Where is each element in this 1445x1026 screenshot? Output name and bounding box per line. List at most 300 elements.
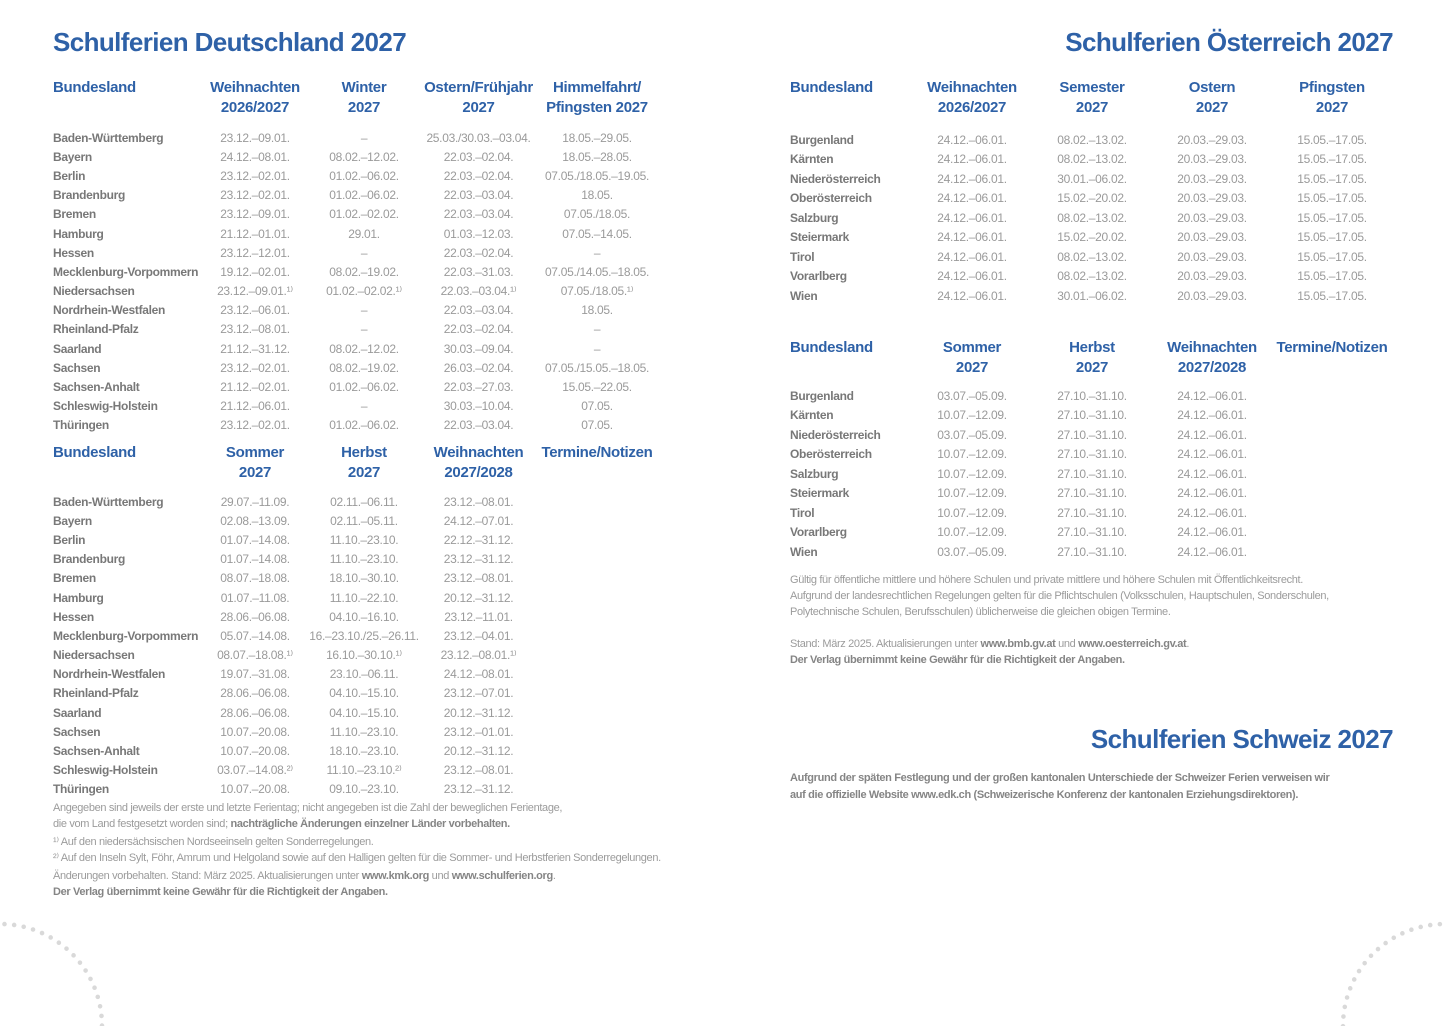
holiday-dates: 27.10.–31.10.: [1057, 388, 1127, 403]
table-row: [53, 607, 658, 626]
holiday-dates: 27.10.–31.10.: [1057, 486, 1127, 501]
holiday-dates: 07.05.: [581, 399, 613, 414]
state-name: Sachsen-Anhalt: [53, 744, 140, 759]
holiday-dates: 24.12.–06.01.: [937, 288, 1007, 303]
state-name: Hamburg: [53, 590, 104, 605]
holiday-dates: 23.12.–08.01.: [443, 494, 514, 509]
state-name: Wien: [790, 544, 818, 559]
holiday-dates: 11.10.–23.10.²⁾: [326, 763, 402, 778]
state-name: Sachsen: [53, 360, 101, 375]
holiday-dates: 23.12.–02.01.: [220, 168, 290, 183]
holiday-dates: 07.05./18.05.: [563, 207, 631, 222]
holiday-dates: 23.12.–09.01.: [220, 207, 290, 222]
holiday-dates: 02.08.–13.09.: [220, 513, 290, 528]
website-bmb: www.bmb.gv.at: [980, 638, 1056, 650]
state-name: Hamburg: [53, 226, 104, 241]
table-row: [790, 445, 1392, 465]
holiday-dates: 27.10.–31.10.: [1057, 447, 1127, 462]
note-line: Aufgrund der späten Festlegung und der großen kantonalen Unterschiede der Schweizer Ferien verweisen wir: [790, 772, 1330, 784]
state-name: Nordrhein-Westfalen: [53, 303, 166, 318]
holiday-dates: 18.10.–30.10.: [329, 571, 399, 586]
at-table1-header: [790, 78, 1392, 118]
holiday-dates: 23.12.–07.01.: [443, 686, 514, 701]
state-name: Bayern: [53, 513, 92, 528]
holiday-dates: 04.10.–15.10.: [329, 686, 399, 701]
state-name: Thüringen: [53, 418, 109, 433]
column-header-bundesland: Bundesland: [790, 79, 873, 96]
holiday-dates: 20.03.–29.03.: [1177, 288, 1247, 303]
holiday-dates: 10.07.–12.09.: [937, 525, 1007, 540]
table-row: [53, 511, 658, 530]
table-row: [53, 722, 658, 741]
holiday-dates: 22.03.–02.04.: [443, 245, 514, 260]
holiday-dates: 24.12.–06.01.: [937, 249, 1007, 264]
holiday-dates: 23.12.–02.01.: [220, 188, 290, 203]
holiday-dates: 11.10.–23.10.: [329, 724, 399, 739]
holiday-dates: 23.12.–08.01.: [443, 571, 514, 586]
holiday-dates: 30.01.–06.02.: [1057, 288, 1127, 303]
holiday-dates: 20.12.–31.12.: [443, 590, 514, 605]
state-name: Schleswig-Holstein: [53, 399, 158, 414]
state-name: Brandenburg: [53, 188, 126, 203]
holiday-dates: 24.12.–06.01.: [937, 191, 1007, 206]
column-header-sommer: Sommer 2027: [225, 444, 285, 481]
holiday-dates: 09.10.–23.10.: [329, 782, 399, 797]
table-row: [53, 646, 658, 665]
state-name: Sachsen: [53, 724, 101, 739]
holiday-dates: 15.05.–17.05.: [1297, 191, 1367, 206]
holiday-dates: 15.05.–17.05.: [1297, 132, 1367, 147]
holiday-dates: 29.07.–11.09.: [220, 494, 290, 509]
holiday-dates: 29.01.: [348, 226, 380, 241]
page-title-switzerland: Schulferien Schweiz 2027: [1090, 724, 1393, 754]
holiday-dates: 01.07.–11.08.: [220, 590, 290, 605]
column-header-ostern: Ostern 2027: [1188, 79, 1236, 116]
publisher-disclaimer: Der Verlag übernimmt keine Gewähr für die Richtigkeit der Angaben.: [53, 886, 388, 898]
holiday-dates: 24.12.–06.01.: [1177, 447, 1247, 462]
holiday-dates: 15.05.–22.05.: [562, 380, 632, 395]
holiday-dates: 20.03.–29.03.: [1177, 210, 1247, 225]
holiday-dates: 08.02.–12.02.: [329, 341, 399, 356]
column-header-bundesland: Bundesland: [53, 444, 136, 461]
holiday-dates: 23.12.–08.01.: [443, 763, 514, 778]
table-row: [790, 464, 1392, 484]
footnote-2: ²⁾ Auf den Inseln Sylt, Föhr, Amrum und Helgoland sowie auf den Halligen gelten für die Sommer- und Herbstferien Sonderregelungen.: [53, 852, 661, 864]
holiday-dates: 23.12.–08.01.¹⁾: [440, 648, 517, 663]
holiday-dates: 04.10.–16.10.: [329, 609, 399, 624]
holiday-dates: 18.05.–28.05.: [562, 149, 632, 164]
holiday-dates: 03.07.–05.09.: [937, 388, 1007, 403]
table-row: [53, 588, 658, 607]
state-name: Saarland: [53, 705, 102, 720]
holiday-dates: 08.02.–13.02.: [1057, 249, 1127, 264]
holiday-dates: 15.05.–17.05.: [1297, 230, 1367, 245]
column-header-ostern: Ostern/Frühjahr 2027: [424, 79, 533, 116]
table-row: [53, 282, 658, 301]
table-row: [53, 186, 658, 205]
table-row: [790, 208, 1392, 228]
holiday-dates: 27.10.–31.10.: [1057, 408, 1127, 423]
holiday-dates: 05.07.–14.08.: [220, 628, 290, 643]
website-schulferien: www.schulferien.org: [451, 870, 553, 882]
table-row: [53, 780, 658, 799]
state-name: Niedersachsen: [53, 284, 135, 299]
state-name: Rheinland-Pfalz: [53, 322, 139, 337]
footnote-1: ¹⁾ Auf den niedersächsischen Nordseeinseln gelten Sonderregelungen.: [53, 836, 374, 848]
note-line: Polytechnische Schulen, Berufsschulen) üblicherweise die gleichen obigen Termine.: [790, 606, 1171, 618]
holiday-dates: 27.10.–31.10.: [1057, 466, 1127, 481]
holiday-dates: 22.03.–03.04.: [443, 188, 514, 203]
holiday-dates: –: [360, 245, 368, 260]
holiday-dates: 20.03.–29.03.: [1177, 191, 1247, 206]
state-name: Niederösterreich: [790, 171, 881, 186]
holiday-dates: 08.02.–13.02.: [1057, 210, 1127, 225]
holiday-dates: 20.03.–29.03.: [1177, 171, 1247, 186]
holiday-dates: –: [593, 245, 601, 260]
page-title-germany: Schulferien Deutschland 2027: [53, 27, 407, 57]
holiday-dates: 22.03.–03.04.: [443, 418, 514, 433]
table-row: [790, 267, 1392, 287]
holiday-dates: 15.05.–17.05.: [1297, 171, 1367, 186]
holiday-dates: 22.03.–02.04.: [443, 322, 514, 337]
holiday-dates: 23.12.–09.01.¹⁾: [217, 284, 293, 299]
holiday-dates: 01.02.–02.02.¹⁾: [326, 284, 402, 299]
holiday-dates: 19.12.–02.01.: [220, 264, 290, 279]
publisher-disclaimer: Der Verlag übernimmt keine Gewähr für die Richtigkeit der Angaben.: [790, 654, 1125, 666]
table-row: [53, 301, 658, 320]
holiday-dates: 15.05.–17.05.: [1297, 210, 1367, 225]
table-row: [53, 147, 658, 166]
holiday-dates: 22.03.–02.04.: [443, 149, 514, 164]
holiday-dates: –: [593, 322, 601, 337]
holiday-dates: 15.02.–20.02.: [1057, 230, 1127, 245]
table-row: [790, 130, 1392, 150]
holiday-dates: 23.12.–09.01.: [220, 130, 290, 145]
table-row: [790, 542, 1392, 562]
state-name: Brandenburg: [53, 552, 126, 567]
state-name: Oberösterreich: [790, 191, 872, 206]
column-header-himmelfahrt-pfingsten: Himmelfahrt/ Pfingsten 2027: [546, 79, 648, 116]
holiday-dates: 07.05./15.05.–18.05.: [544, 360, 650, 375]
holiday-dates: 24.12.–08.01.: [220, 149, 290, 164]
table-row: [790, 286, 1392, 306]
column-header-winter: Winter 2027: [341, 79, 387, 116]
state-name: Mecklenburg-Vorpommern: [53, 628, 199, 643]
holiday-dates: 23.12.–12.01.: [220, 245, 290, 260]
holiday-dates: 10.07.–12.09.: [937, 447, 1007, 462]
holiday-dates: 24.12.–06.01.: [1177, 466, 1247, 481]
holiday-dates: 03.07.–05.09.: [937, 544, 1007, 559]
state-name: Bayern: [53, 149, 92, 164]
holiday-dates: 23.12.–04.01.: [443, 628, 514, 643]
state-name: Wien: [790, 288, 818, 303]
table-row: [790, 228, 1392, 248]
holiday-dates: 28.06.–06.08.: [220, 705, 290, 720]
table-row: [790, 425, 1392, 445]
state-name: Burgenland: [790, 132, 854, 147]
holiday-dates: –: [360, 303, 368, 318]
table-row: [53, 416, 658, 435]
holiday-dates: 24.12.–08.01.: [443, 667, 514, 682]
holiday-dates: 21.12.–06.01.: [220, 399, 290, 414]
state-name: Niederösterreich: [790, 427, 881, 442]
holiday-dates: 23.10.–06.11.: [329, 667, 399, 682]
table-row: [53, 358, 658, 377]
holiday-dates: 18.05.–29.05.: [562, 130, 632, 145]
state-name: Nordrhein-Westfalen: [53, 667, 166, 682]
holiday-dates: 20.03.–29.03.: [1177, 249, 1247, 264]
holiday-dates: 11.10.–22.10.: [329, 590, 399, 605]
holiday-dates: 24.12.–06.01.: [1177, 388, 1247, 403]
table-row: [53, 397, 658, 416]
table-row: [53, 703, 658, 722]
holiday-dates: 23.12.–31.12.: [443, 552, 514, 567]
column-header-weihnachten: Weihnachten 2027/2028: [433, 444, 524, 481]
state-name: Burgenland: [790, 388, 854, 403]
page-title-switzerland-wrap: [790, 724, 1393, 755]
holiday-dates: 22.12.–31.12.: [443, 532, 514, 547]
holiday-dates: 16.–23.10./25.–26.11.: [309, 628, 419, 643]
table-row: [53, 550, 658, 569]
holiday-dates: 18.05.: [581, 303, 613, 318]
table-row: [53, 492, 658, 511]
holiday-dates: –: [360, 399, 368, 414]
state-name: Steiermark: [790, 230, 850, 245]
table-row: [790, 523, 1392, 543]
holiday-dates: 07.05./14.05.–18.05.: [544, 264, 650, 279]
table-row: [53, 569, 658, 588]
holiday-dates: 10.07.–20.08.: [220, 724, 290, 739]
holiday-dates: 03.07.–14.08.²⁾: [217, 763, 293, 778]
holiday-dates: 10.07.–12.09.: [937, 408, 1007, 423]
holiday-dates: 23.12.–01.01.: [443, 724, 514, 739]
holiday-dates: 10.07.–12.09.: [937, 505, 1007, 520]
holiday-dates: 07.05./18.05.–19.05.: [544, 168, 650, 183]
de-table2-header: [53, 443, 658, 483]
state-name: Bremen: [53, 571, 96, 586]
holiday-dates: 11.10.–23.10.: [329, 532, 399, 547]
at-table1-rows: [790, 130, 1392, 306]
holiday-dates: 18.10.–23.10.: [329, 744, 399, 759]
column-header-termine-notizen: Termine/Notizen: [1276, 339, 1388, 356]
holiday-dates: 20.03.–29.03.: [1177, 132, 1247, 147]
holiday-dates: 10.07.–20.08.: [220, 782, 290, 797]
table-row: [53, 626, 658, 645]
state-name: Oberösterreich: [790, 447, 872, 462]
holiday-dates: 22.03.–31.03.: [443, 264, 514, 279]
holiday-dates: 15.02.–20.02.: [1057, 191, 1127, 206]
holiday-dates: 18.05.: [581, 188, 613, 203]
holiday-dates: 08.02.–13.02.: [1057, 132, 1127, 147]
note-line: Angegeben sind jeweils der erste und letzte Ferientag; nicht angegeben ist die Zahl der beweglichen Ferientage,: [53, 802, 563, 814]
stand-line: Stand: März 2025. Aktualisierungen unter www.bmb.gv.at und www.oesterreich.gv.at.: [790, 638, 1190, 650]
state-name: Tirol: [790, 249, 815, 264]
holiday-dates: 19.07.–31.08.: [220, 667, 290, 682]
holiday-dates: 20.03.–29.03.: [1177, 269, 1247, 284]
holiday-dates: 24.12.–06.01.: [1177, 525, 1247, 540]
column-header-semester: Semester 2027: [1059, 79, 1125, 116]
table-row: [53, 262, 658, 281]
note-line: auf die offizielle Website www.edk.ch (Schweizerische Konferenz der kantonalen Erziehungsdirektoren).: [790, 789, 1299, 801]
table-row: [790, 386, 1392, 406]
holiday-dates: 24.12.–06.01.: [937, 210, 1007, 225]
table-row: [53, 166, 658, 185]
table-row: [790, 189, 1392, 209]
holiday-dates: –: [360, 322, 368, 337]
table-row: [790, 406, 1392, 426]
holiday-dates: –: [360, 130, 368, 145]
holiday-dates: 23.12.–02.01.: [220, 418, 290, 433]
holiday-dates: 15.05.–17.05.: [1297, 269, 1367, 284]
holiday-dates: 08.02.–12.02.: [329, 149, 399, 164]
holiday-dates: 08.02.–19.02.: [329, 360, 399, 375]
holiday-dates: 03.07.–05.09.: [937, 427, 1007, 442]
holiday-dates: 15.05.–17.05.: [1297, 249, 1367, 264]
holiday-dates: 01.07.–14.08.: [220, 552, 290, 567]
state-name: Schleswig-Holstein: [53, 763, 158, 778]
holiday-dates: 24.12.–06.01.: [937, 269, 1007, 284]
holiday-dates: 15.05.–17.05.: [1297, 152, 1367, 167]
table-row: [53, 741, 658, 760]
holiday-dates: 01.02.–02.02.: [329, 207, 399, 222]
column-header-weihnachten: Weihnachten 2026/2027: [210, 79, 300, 116]
holiday-dates: 27.10.–31.10.: [1057, 544, 1127, 559]
holiday-dates: 20.03.–29.03.: [1177, 230, 1247, 245]
page-title-austria: Schulferien Österreich 2027: [1065, 27, 1393, 57]
page-title-austria-wrap: [790, 27, 1393, 58]
state-name: Vorarlberg: [790, 525, 847, 540]
dotted-arc-decoration-right: [1327, 908, 1445, 1026]
holiday-dates: 26.03.–02.04.: [443, 360, 514, 375]
holiday-dates: 04.10.–15.10.: [329, 705, 399, 720]
table-row: [790, 484, 1392, 504]
holiday-dates: 22.03.–03.04.: [443, 207, 514, 222]
table-row: [53, 339, 658, 358]
at-footnotes: [790, 572, 1430, 668]
column-header-herbst: Herbst 2027: [1069, 339, 1115, 376]
holiday-dates: 24.12.–06.01.: [1177, 505, 1247, 520]
table-row: [53, 684, 658, 703]
holiday-dates: 25.03./30.03.–03.04.: [426, 130, 531, 145]
state-name: Niedersachsen: [53, 648, 135, 663]
table-row: [53, 243, 658, 262]
table-row: [790, 150, 1392, 170]
table-row: [790, 503, 1392, 523]
note-line: Gültig für öffentliche mittlere und höhere Schulen und private mittlere und höhere Schulen mit Öffentlichkeitsrecht.: [790, 574, 1303, 586]
de-table2-rows: [53, 492, 658, 799]
state-name: Tirol: [790, 505, 815, 520]
state-name: Kärnten: [790, 152, 834, 167]
state-name: Steiermark: [790, 486, 850, 501]
holiday-dates: 01.07.–14.08.: [220, 532, 290, 547]
holiday-dates: 01.02.–06.02.: [329, 418, 399, 433]
holiday-dates: 24.12.–06.01.: [1177, 408, 1247, 423]
holiday-dates: 23.12.–31.12.: [443, 782, 514, 797]
holiday-dates: 02.11.–06.11.: [330, 494, 398, 509]
holiday-dates: 28.06.–06.08.: [220, 686, 290, 701]
holiday-dates: 24.12.–06.01.: [937, 152, 1007, 167]
table-row: [53, 761, 658, 780]
holiday-dates: 23.12.–06.01.: [220, 303, 290, 318]
column-header-pfingsten: Pfingsten 2027: [1299, 79, 1365, 116]
state-name: Baden-Württemberg: [53, 130, 164, 145]
state-name: Berlin: [53, 532, 86, 547]
holiday-dates: 21.12.–02.01.: [220, 380, 290, 395]
holiday-dates: 10.07.–20.08.: [220, 744, 290, 759]
holiday-dates: 30.03.–10.04.: [443, 399, 514, 414]
holiday-dates: 10.07.–12.09.: [937, 486, 1007, 501]
holiday-dates: 23.12.–11.01.: [444, 609, 513, 624]
holiday-dates: 30.01.–06.02.: [1057, 171, 1127, 186]
holiday-dates: 24.12.–07.01.: [443, 513, 514, 528]
holiday-dates: 24.12.–06.01.: [1177, 486, 1247, 501]
holiday-dates: 28.06.–06.08.: [220, 609, 290, 624]
holiday-dates: 24.12.–06.01.: [937, 230, 1007, 245]
holiday-dates: 20.12.–31.12.: [443, 705, 514, 720]
dotted-arc-decoration-left: [0, 908, 118, 1026]
note-line: Aufgrund der landesrechtlichen Regelungen gelten für die Pflichtschulen (Volksschulen, Hauptschulen, Sonderschulen,: [790, 590, 1329, 602]
stand-line: Änderungen vorbehalten. Stand: März 2025. Aktualisierungen unter www.kmk.org und www.schulferien.org.: [53, 870, 556, 882]
state-name: Thüringen: [53, 782, 109, 797]
holiday-dates: 01.02.–06.02.: [329, 168, 399, 183]
holiday-dates: 22.03.–03.04.: [443, 303, 514, 318]
de-table1-rows: [53, 128, 658, 435]
column-header-bundesland: Bundesland: [53, 79, 136, 96]
holiday-dates: 22.03.–27.03.: [443, 380, 514, 395]
holiday-dates: 01.02.–06.02.: [329, 380, 399, 395]
holiday-dates: 08.02.–19.02.: [329, 264, 399, 279]
holiday-dates: 07.05.: [581, 418, 613, 433]
holiday-dates: 10.07.–12.09.: [937, 466, 1007, 481]
holiday-dates: 08.02.–13.02.: [1057, 269, 1127, 284]
website-oesterreich: www.oesterreich.gv.at: [1078, 638, 1187, 650]
state-name: Mecklenburg-Vorpommern: [53, 264, 199, 279]
table-row: [53, 665, 658, 684]
holiday-dates: 07.05./18.05.¹⁾: [560, 284, 634, 299]
column-header-sommer: Sommer 2027: [942, 339, 1002, 376]
state-name: Bremen: [53, 207, 96, 222]
holiday-dates: 24.12.–06.01.: [1177, 544, 1247, 559]
at-table2-header: [790, 338, 1392, 378]
holiday-dates: 15.05.–17.05.: [1297, 288, 1367, 303]
holiday-dates: 20.03.–29.03.: [1177, 152, 1247, 167]
column-header-bundesland: Bundesland: [790, 339, 873, 356]
holiday-dates: 02.11.–05.11.: [330, 513, 398, 528]
state-name: Baden-Württemberg: [53, 494, 164, 509]
table-row: [53, 320, 658, 339]
holiday-dates: 23.12.–08.01.: [220, 322, 290, 337]
holiday-dates: 01.03.–12.03.: [443, 226, 514, 241]
state-name: Kärnten: [790, 408, 834, 423]
table-row: [53, 128, 658, 147]
holiday-dates: 22.03.–02.04.: [443, 168, 514, 183]
at-table2-rows: [790, 386, 1392, 562]
holiday-dates: 08.02.–13.02.: [1057, 152, 1127, 167]
holiday-dates: 27.10.–31.10.: [1057, 525, 1127, 540]
de-footnotes: [53, 800, 713, 900]
state-name: Vorarlberg: [790, 269, 847, 284]
holiday-dates: 30.03.–09.04.: [443, 341, 514, 356]
swiss-note: [790, 770, 1410, 804]
state-name: Salzburg: [790, 466, 839, 481]
table-row: [790, 169, 1392, 189]
holiday-dates: 24.12.–06.01.: [1177, 427, 1247, 442]
holiday-dates: 08.07.–18.08.¹⁾: [217, 648, 293, 663]
column-header-weihnachten: Weihnachten 2027/2028: [1167, 339, 1257, 376]
holiday-dates: 11.10.–23.10.: [329, 552, 399, 567]
state-name: Sachsen-Anhalt: [53, 380, 140, 395]
table-row: [53, 205, 658, 224]
